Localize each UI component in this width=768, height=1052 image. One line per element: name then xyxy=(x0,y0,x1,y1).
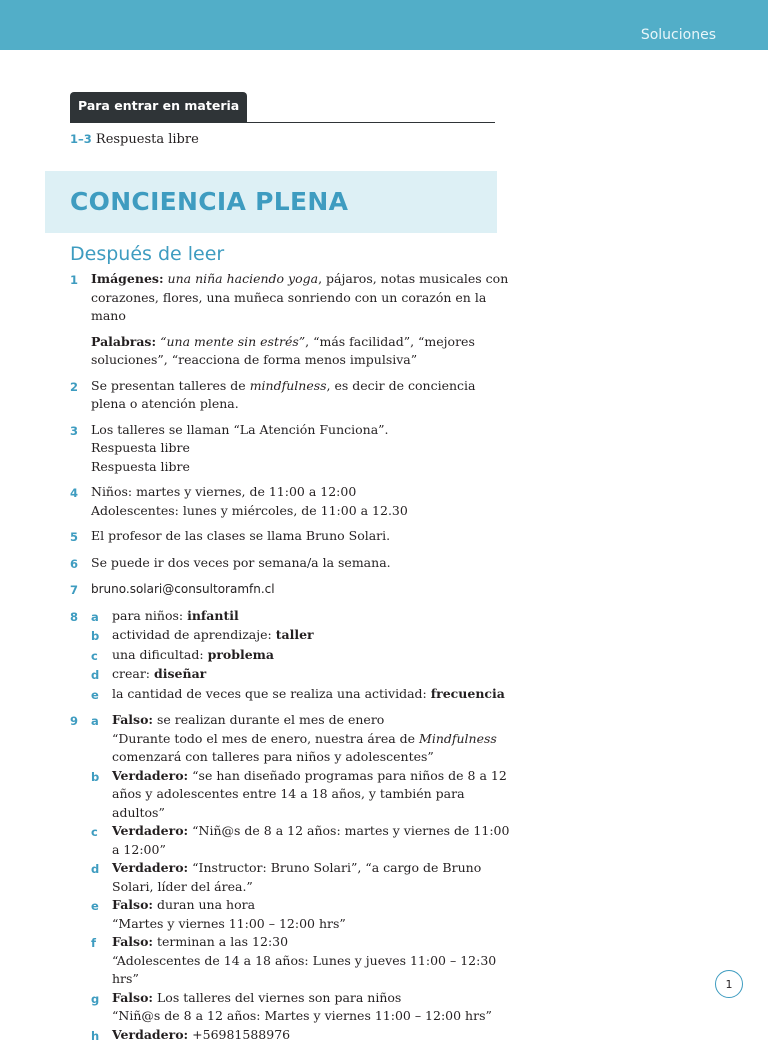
intro-text: Respuesta libre xyxy=(95,132,199,147)
page-number: 1 xyxy=(715,970,743,998)
answer-6: 6 Se puede ir dos veces por semana/a la semana. xyxy=(70,554,510,574)
answer-8a: a para niños: infantil xyxy=(91,607,239,624)
email-text: bruno.solari@consultoramfn.cl xyxy=(91,582,275,596)
answer-2: 2 Se presentan talleres de mindfulness, es decir de conciencia plena o atención plena. xyxy=(70,377,510,414)
article-subtitle: Después de leer xyxy=(70,243,225,265)
answer-number: 2 xyxy=(70,379,79,394)
answer-4: 4 Niños: martes y viernes, de 11:00 a 12:00 Adolescentes: lunes y miércoles, de 11:00 a 12.30 xyxy=(70,483,510,520)
answer-8c: c una dificultad: problema xyxy=(91,646,275,663)
answer-number: 5 xyxy=(70,530,79,544)
answer-9c: c Verdadero: “Niñ@s de 8 a 12 años: martes y viernes de 11:00 a 12:00” xyxy=(91,823,510,857)
answer-9h: h Verdadero: +56981588976 xyxy=(91,1026,291,1043)
intro-number: 1–3 xyxy=(70,132,92,146)
answer-1-words: Palabras: “una mente sin estrés”, “más facilidad”, “mejores soluciones”, “reacciona de forma menos impulsiva” xyxy=(91,333,475,367)
answers-list xyxy=(70,270,510,1052)
article-banner xyxy=(45,171,497,233)
answer-3: 3 Los talleres se llaman “La Atención Funciona”. Respuesta libre Respuesta libre xyxy=(70,421,510,477)
answer-9e: e Falso: duran una hora “Martes y viernes 11:00 – 12:00 hrs” xyxy=(91,897,346,931)
answer-9a: a Falso: se realizan durante el mes de enero “Durante todo el mes de enero, nuestra área de Mindfulness comenzará con talleres para niños y adolescentes” xyxy=(91,712,497,764)
answer-7 xyxy=(70,580,510,600)
section-divider xyxy=(70,122,495,123)
answer-number: 3 xyxy=(70,423,79,438)
answer-8b: b actividad de aprendizaje: taller xyxy=(91,627,314,643)
answer-9b: b Verdadero: “se han diseñado programas para niños de 8 a 12 años y adolescentes entre 14 a 18 años, y también para adultos” xyxy=(91,767,507,820)
answer-9d: d Verdadero: “Instructor: Bruno Solari”, “a cargo de Bruno Solari, líder del área.” xyxy=(91,860,482,894)
answer-8e: e la cantidad de veces que se realiza una actividad: frecuencia xyxy=(91,685,505,702)
answer-number: 8 xyxy=(70,609,79,624)
intro-answer xyxy=(70,130,199,149)
answer-number: 4 xyxy=(70,486,79,500)
answer-number: 6 xyxy=(70,556,79,571)
answer-number: 1 xyxy=(70,273,79,287)
answer-9g: g Falso: Los talleres del viernes son para niños “Niñ@s de 8 a 12 años: Martes y viernes 11:00 – 12:00 hrs” xyxy=(91,989,492,1023)
answer-1 xyxy=(70,270,510,370)
answer-5: 5 El profesor de las clases se llama Bruno Solari. xyxy=(70,527,510,547)
answer-number: 9 xyxy=(70,714,79,728)
answer-9 xyxy=(70,711,510,1045)
answer-1-images: Imágenes: una niña haciendo yoga, pájaros, notas musicales con corazones, flores, una muñeca sonriendo con un corazón en la mano xyxy=(91,271,509,323)
answer-number: 7 xyxy=(70,583,79,597)
answer-8 xyxy=(70,607,510,705)
answer-8d: d crear: diseñar xyxy=(91,666,207,682)
article-title: CONCIENCIA PLENA xyxy=(70,187,349,216)
section-tab: Para entrar en materia xyxy=(70,92,247,122)
header-title: Soluciones xyxy=(640,27,716,43)
answer-9f: f Falso: terminan a las 12:30 “Adolescentes de 14 a 18 años: Lunes y jueves 11:00 – 12:30 hrs” xyxy=(91,934,497,986)
